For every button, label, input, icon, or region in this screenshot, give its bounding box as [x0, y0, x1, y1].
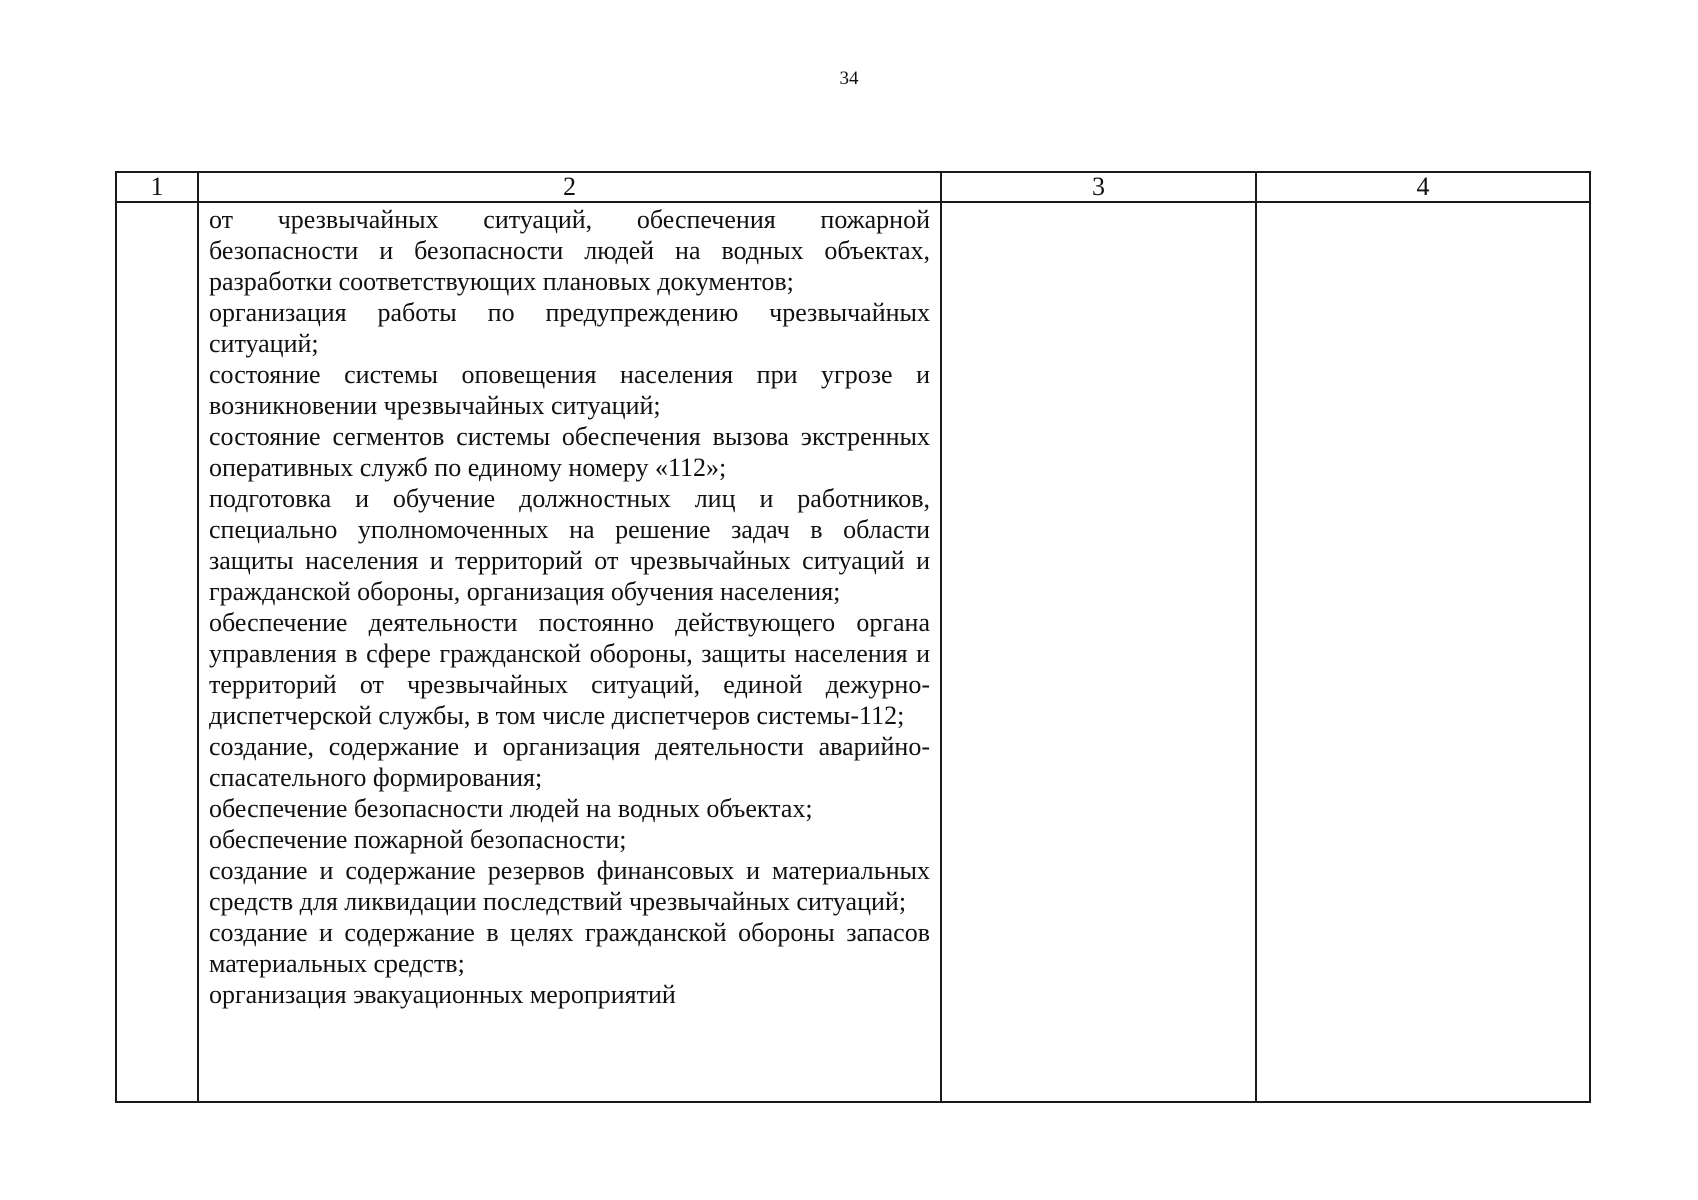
- cell-col-3: [941, 202, 1256, 1102]
- document-table: [115, 171, 1591, 1103]
- page-number: 34: [839, 68, 859, 89]
- list-item: обеспечение деятельности постоянно действующего органа управления в сфере гражданской обороны, защиты населения и территорий от чрезвычайных ситуаций, единой дежурно-диспетчерской службы, в том числе диспетчеров системы-112;: [209, 608, 930, 730]
- column-header-1: 1: [116, 172, 198, 202]
- list-item: состояние системы оповещения населения при угрозе и возникновении чрезвычайных ситуаций;: [209, 360, 930, 420]
- list-item: создание, содержание и организация деятельности аварийно-спасательного формирования;: [209, 732, 930, 792]
- column-header-4: 4: [1256, 172, 1590, 202]
- column-header-3: 3: [941, 172, 1256, 202]
- cell-col-4: [1256, 202, 1590, 1102]
- list-item: организация работы по предупреждению чрезвычайных ситуаций;: [209, 298, 930, 358]
- list-item: организация эвакуационных мероприятий: [209, 980, 676, 1009]
- cell-col-1: [116, 202, 198, 1102]
- list-item: от чрезвычайных ситуаций, обеспечения пожарной безопасности и безопасности людей на водных объектах, разработки соответствующих плановых документов;: [209, 205, 930, 296]
- column-header-2: 2: [198, 172, 941, 202]
- list-item: подготовка и обучение должностных лиц и работников, специально уполномоченных на решение задач в области защиты населения и территорий от чрезвычайных ситуаций и гражданской обороны, организация обучения населения;: [209, 484, 930, 606]
- table-header-row: [116, 172, 1590, 202]
- list-item: обеспечение пожарной безопасности;: [209, 825, 627, 854]
- table-row: [116, 202, 1590, 1102]
- list-item: создание и содержание в целях гражданской обороны запасов материальных средств;: [209, 918, 930, 978]
- cell-col-2: [198, 202, 941, 1102]
- list-item: создание и содержание резервов финансовых и материальных средств для ликвидации последствий чрезвычайных ситуаций;: [209, 856, 930, 916]
- list-item: состояние сегментов системы обеспечения вызова экстренных оперативных служб по единому номеру «112»;: [209, 422, 930, 482]
- list-item: обеспечение безопасности людей на водных объектах;: [209, 794, 813, 823]
